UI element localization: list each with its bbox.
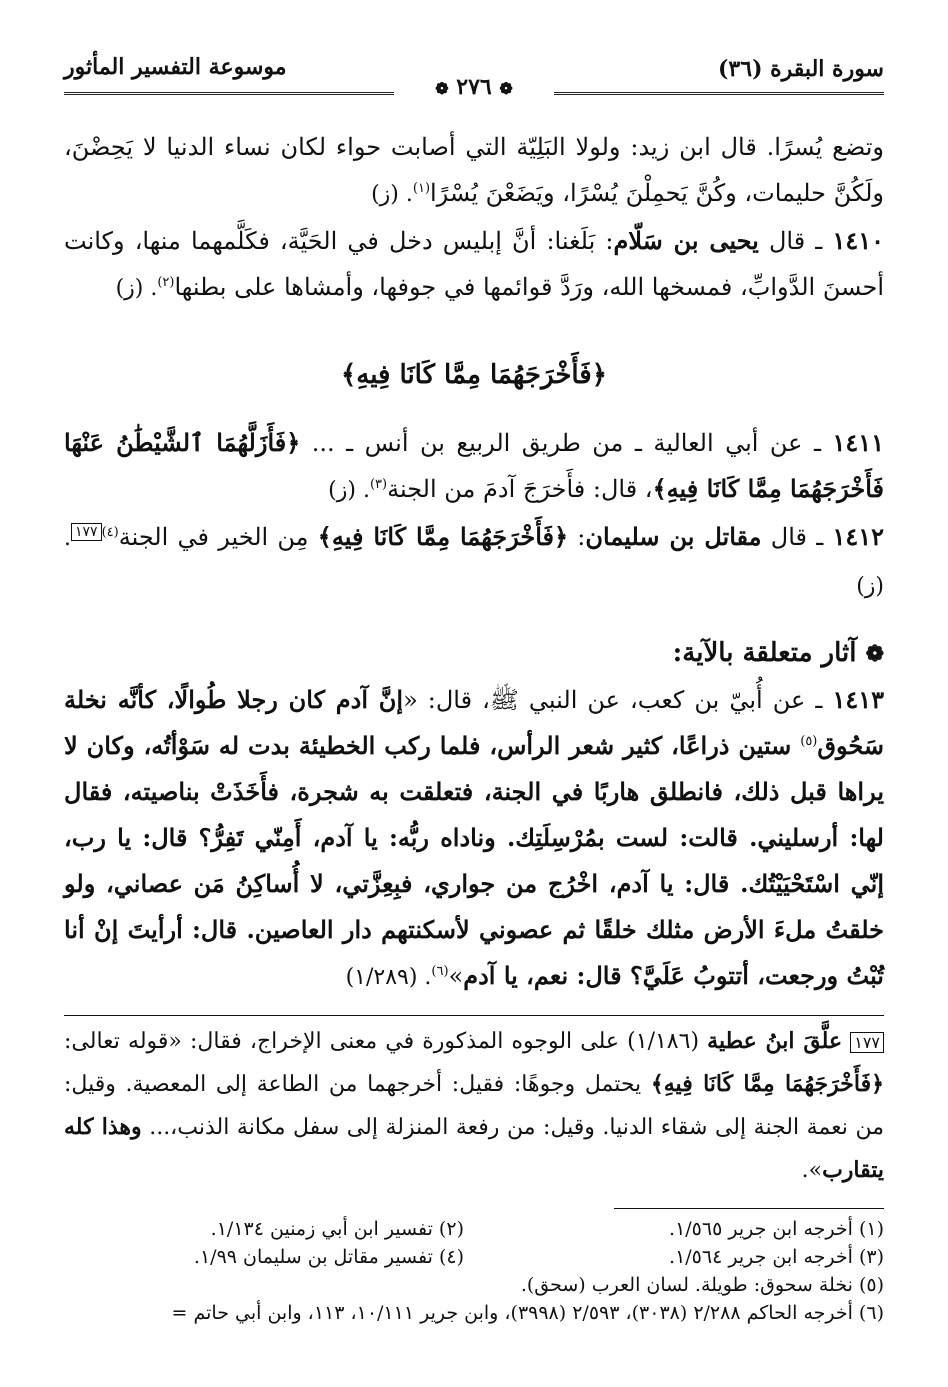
ornament-icon: ❁	[435, 79, 449, 98]
text: ».	[801, 1158, 823, 1183]
narrator-name: مقاتل بن سليمان	[585, 522, 762, 551]
athar-number: ١٤١٣	[832, 685, 884, 714]
footnote-marker: (٥)	[800, 734, 818, 749]
verse-heading: ﴿فَأَخْرَجَهُمَا مِمَّا كَانَا فِيهِ﴾	[341, 360, 607, 390]
text: (١/١٨٦) على الوجوه المذكورة في معنى الإخراج، فقال: «قوله تعالى:	[64, 1029, 708, 1054]
reference-tag: . (١/٢٨٩)	[345, 965, 432, 990]
reference-tag: . (ز)	[115, 276, 158, 301]
book-title: موسوعة التفسير المأثور	[64, 54, 287, 80]
quran-verse: ﴿فَأَخْرَجَهُمَا مِمَّا كَانَا فِيهِ﴾	[650, 1071, 884, 1097]
commentary-note-177	[64, 1020, 884, 1192]
text-line: وتضع يُسرًا. قال ابن زيد: ولولا البَلِيّة التي أصابت حواء لكان نساء الدنيا لا	[142, 133, 884, 161]
text: : بَلَغنا: أنَّ إبليس دخل في الحَيَّة، فكَلَّمهما منها، وكانت أحسنَ الدَّوابِّ، فمسخها الله، ورَدَّ قوائمها في جوفها، وأمشاها على بطنها	[64, 227, 884, 301]
surah-title: سورة البقرة (٣٦)	[718, 56, 884, 82]
text-line: يَحِضْنَ، ولَكُنَّ حليمات، وكُنَّ يَحمِلْنَ يُسْرًا، ويَضَعْنَ يُسْرًا	[64, 133, 884, 207]
text: :	[568, 523, 586, 551]
page-body	[64, 124, 884, 1327]
footnote-4: (٤) تفسير مقاتل بن سليمان ١/٩٩.	[193, 1246, 464, 1268]
section-title-text: آثار متعلقة بالآية:	[672, 638, 857, 668]
footnote-1: (١) أخرجه ابن جرير ١/٥٦٥.	[669, 1218, 884, 1240]
footnote-2: (٢) تفسير ابن أبي زمنين ١/١٣٤.	[210, 1218, 464, 1240]
paragraph-continuation	[64, 124, 884, 218]
hadith-text: ستين ذراعًا، كثير شعر الرأس، فلما ركب الخطيئة بدت له سَوْأتُه، وكان لا يراها قبل ذلك، فانطلق هاربًا في الجنة، فتعلقت به شجرة، فأَخَذَتْ بناصيته، فقال لها: أرسليني. قالت: لست بمُرْسِلَتِك. وناداه ربُّه: يا آدم، أَمِنّي تَفِرُّ؟ قال: يا رب، إنّي اسْتَحْيَيْتُك. قال: يا آدم، اخْرُج من جواري، فبِعِزَّتي، لا أُساكِنُ مَن عصاني، ولو خلقتُ ملءَ الأرض مثلك خلقًا ثم عصوني لأسكنتهم دار العاصين. قال: أرأيتَ إنْ أنا تُبْتُ ورجعت، أتتوبُ عَلَيَّ؟ قال: نعم، يا آدم	[64, 731, 884, 990]
flower-icon: ❁	[865, 641, 884, 667]
footnote-6: (٦) أخرجه الحاكم ٢/٢٨٨ (٣٠٣٨)، ٢/٥٩٣ (٣٩٩٨)، وابن جرير ١٠/١١١، ١١٣، وابن أبي حاتم =	[171, 1302, 884, 1324]
running-header	[64, 52, 884, 102]
hadith-text: إنَّ آدم كان رجلا طُوالًا، كأنَّه نخلة سَحُوق	[64, 685, 884, 760]
footnote-marker: (٦)	[431, 964, 449, 979]
athar-number: ١٤١٢	[832, 522, 885, 551]
footnote-marker: (٣)	[369, 477, 388, 492]
text: مِن الخير في الجنة	[118, 523, 318, 551]
athar-number: ١٤١١	[832, 428, 884, 457]
paragraph-1413	[64, 677, 884, 1001]
text: ـ قال	[758, 227, 833, 255]
page-number-text: ٢٧٦	[456, 74, 492, 100]
footnote-marker: (٢)	[157, 275, 175, 290]
paragraph-1410	[64, 218, 884, 312]
athar-number: ١٤١٠	[832, 226, 885, 255]
text: ، قال: فأَخرَجَ آدمَ من الجنة	[387, 475, 653, 503]
footnote-marker: (١)	[412, 181, 431, 196]
reference-tag: . (ز)	[328, 478, 370, 503]
quran-verse: ﴿فَأَزَلَّهُمَا ٱلشَّيْطَٰنُ عَنْهَا فَأَخْرَجَهُمَا مِمَّا كَانَا فِيهِ﴾	[64, 428, 884, 503]
section-title	[64, 630, 884, 677]
text: ـ قال	[761, 523, 833, 551]
reference-tag: . (ز)	[64, 526, 884, 599]
ornament-icon: ❁	[499, 79, 513, 98]
commentary-ref-box[interactable]: ١٧٧	[850, 1032, 884, 1053]
text: »	[448, 962, 464, 990]
footnote-3: (٣) أخرجه ابن جرير ١/٥٦٤.	[669, 1246, 884, 1268]
commentary-ref-box[interactable]: ١٧٧	[71, 523, 102, 541]
footnote-marker: (٤)	[101, 525, 119, 540]
paragraph-1411	[64, 420, 884, 514]
scholar-name: علَّقَ ابنُ عطية	[707, 1028, 843, 1054]
paragraph-1412	[64, 514, 884, 610]
text: يحتمل وجوهًا: فقيل: أخرجهما من الطاعة إلى المعصية. وقيل: من نعمة الجنة إلى شقاء الدنيا. وقيل: من رفعة المنزلة إلى سفل مكانة الذنب،...	[64, 1072, 884, 1140]
quran-verse: ﴿فَأَخْرَجَهُمَا مِمَّا كَانَا فِيهِ﴾	[317, 522, 569, 551]
text: ـ عن أبي العالية ـ من طريق الربيع بن أنس ـ ...	[300, 429, 833, 457]
footnotes	[64, 1215, 884, 1271]
page-number	[64, 74, 884, 100]
narrator-name: يحيى بن سَلّام	[613, 226, 759, 255]
text: وهذا كله يتقارب	[64, 1114, 884, 1183]
reference-tag: . (ز)	[371, 182, 413, 207]
text: ـ عن أُبيّ بن كعب، عن النبي ﷺ، قال: «	[403, 686, 833, 714]
footnote-5: (٥) نخلة سحوق: طويلة. لسان العرب (سحق).	[520, 1274, 884, 1296]
